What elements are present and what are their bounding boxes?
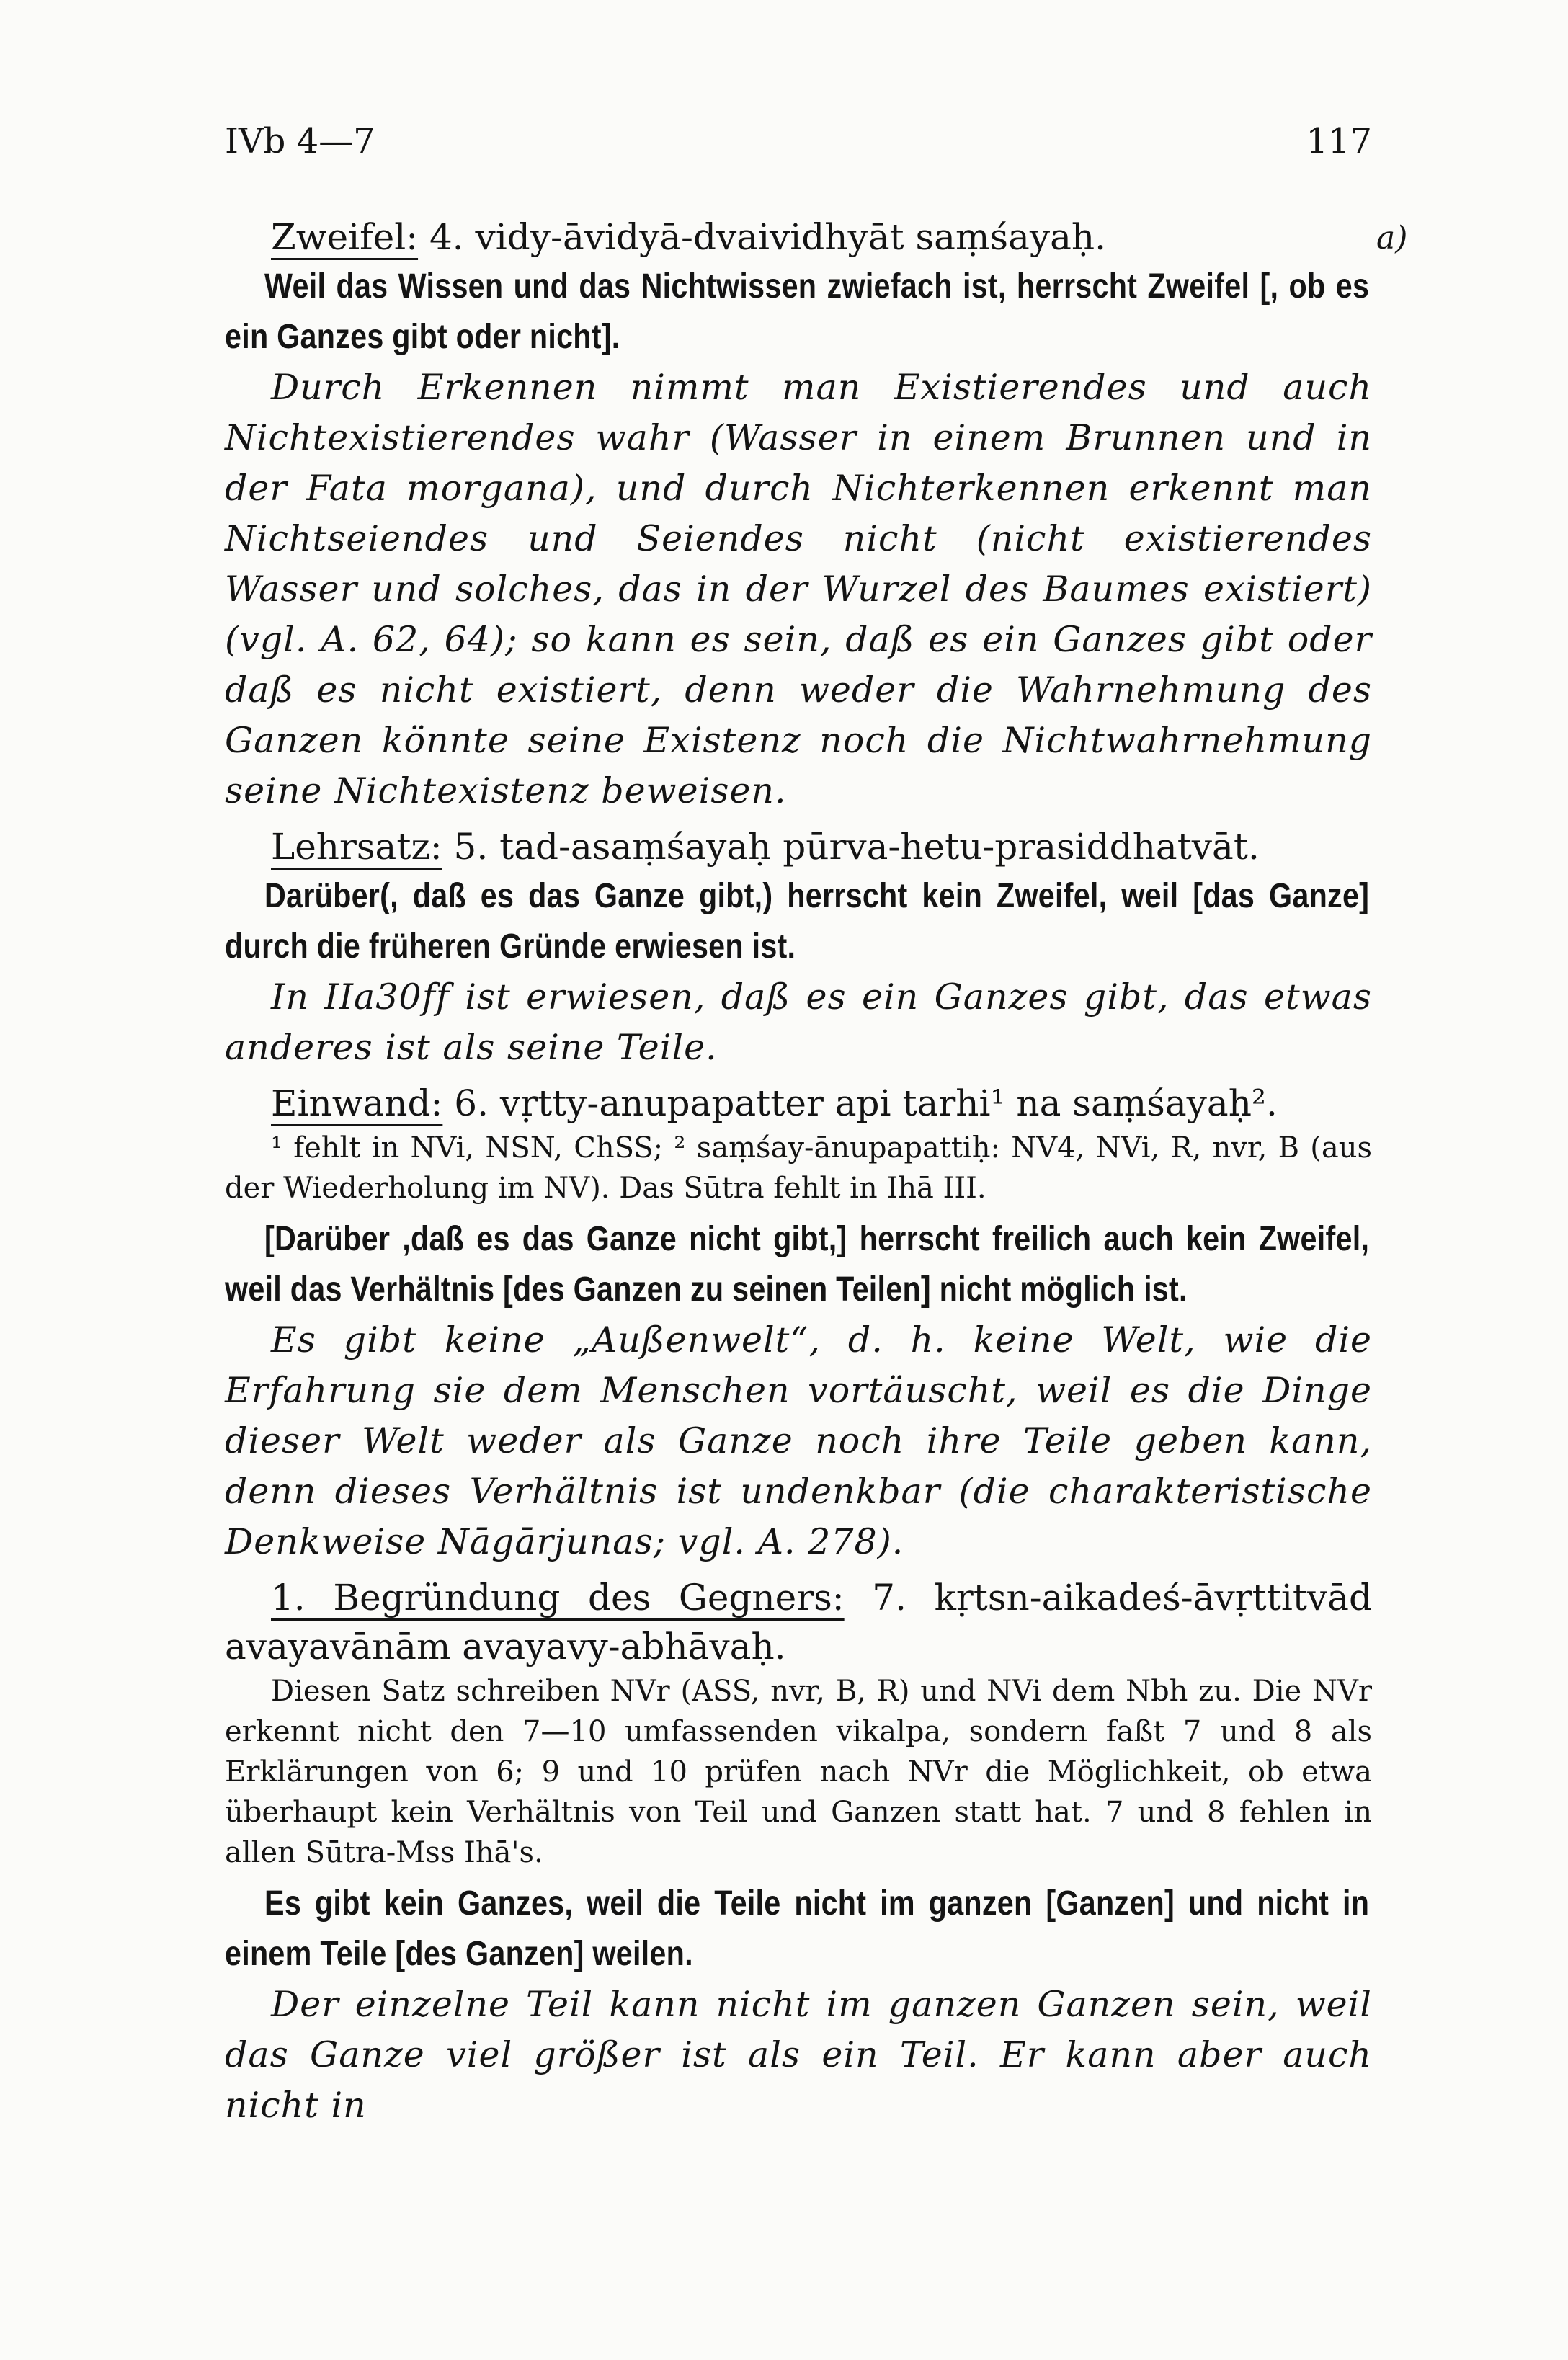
sutra-text: 4. vidy-āvidyā-dvaividhyāt saṃśayaḥ. [418,216,1106,258]
sutra-text: 7. kṛtsn-aikadeś-āvṛttitvād avayavānām avayavy-abhāvaḥ. [225,1577,1372,1667]
commentary-7: Der einzelne Teil kann nicht im ganzen Ganzen sein, weil das Ganze viel größer ist als ein Teil. Er kann aber auch nicht in [225,1984,1372,2126]
commentary-6: Es gibt keine „Außenwelt“, d. h. keine Welt, wie die Erfahrung sie dem Menschen vortäuscht, weil es die Dinge dieser Welt weder als Ganze noch ihre Teile geben kann, denn dieses Verhältnis ist undenkbar (die charakteristische Denkweise Nāgārjunas; vgl. A. 278). [225,1319,1372,1562]
commentary-5: In IIa30ff ist erwiesen, daß es ein Ganzes gibt, das etwas anderes ist als seine Teile. [225,976,1372,1068]
sutra-text: 6. vṛtty-anupapatter api tarhi¹ na saṃśayaḥ². [442,1082,1278,1124]
margin-label: a) [1376,220,1408,257]
sutra-label: Lehrsatz: [271,826,442,868]
sutra-label: 1. Begründung des Gegners: [271,1577,845,1618]
translation-4: Weil das Wissen und das Nichtwissen zwiefach ist, herrscht Zweifel [, ob es ein Ganzes gibt oder nicht]. [225,267,1370,356]
translation-7: Es gibt kein Ganzes, weil die Teile nicht im ganzen [Ganzen] und nicht in einem Teile [des Ganzen] weilen. [225,1884,1370,1973]
translation-5: Darüber(, daß es das Ganze gibt,) herrscht kein Zweifel, weil [das Ganze] durch die früheren Gründe erwiesen ist. [225,877,1370,966]
translation-6: [Darüber ,daß es das Ganze nicht gibt,] herrscht freilich auch kein Zweifel, weil das Verhältnis [des Ganzen zu seinen Teilen] nicht möglich ist. [225,1220,1370,1309]
sutra-6 [225,1079,1372,1128]
page-body [225,213,1372,2131]
commentary-4: Durch Erkennen nimmt man Existierendes und auch Nichtexistierendes wahr (Wasser in einem Brunnen und in der Fata morgana), und durch Nichterkennen erkennt man Nichtseiendes und Seiendes nicht (nicht existierendes Wasser und solches, das in der Wurzel des Baumes existiert) (vgl. A. 62, 64); so kann es sein, daß es ein Ganzes gibt oder daß es nicht existiert, denn weder die Wahrnehmung des Ganzen könnte seine Existenz noch die Nichtwahrnehmung seine Nichtexistenz beweisen. [225,367,1372,811]
footnote-6: ¹ fehlt in NVi, NSN, ChSS; ² saṃśay-ānupapattiḥ: NV4, NVi, R, nvr, B (aus der Wiederholung im NV). Das Sūtra fehlt in Ihā III. [225,1131,1372,1205]
sutra-5 [225,822,1372,871]
note-7: Diesen Satz schreiben NVr (ASS, nvr, B, R) und NVi dem Nbh zu. Die NVr erkennt nicht den 7—10 umfassenden vikalpa, sondern faßt 7 und 8 als Erklärungen von 6; 9 und 10 prüfen nach NVr die Möglichkeit, ob etwa überhaupt kein Verhältnis von Teil und Ganzen statt hat. 7 und 8 fehlen in allen Sūtra-Mss Ihā's. [225,1675,1372,1869]
running-header [225,108,1372,180]
sutra-4 [225,213,1372,262]
sutra-label: Einwand: [271,1082,443,1124]
sutra-7 [225,1573,1372,1671]
sutra-text: 5. tad-asaṃśayaḥ pūrva-hetu-prasiddhatvāt. [442,826,1260,868]
page-number: 117 [1306,121,1372,161]
section-reference: IVb 4—7 [225,121,375,161]
sutra-label: Zweifel: [271,216,419,258]
